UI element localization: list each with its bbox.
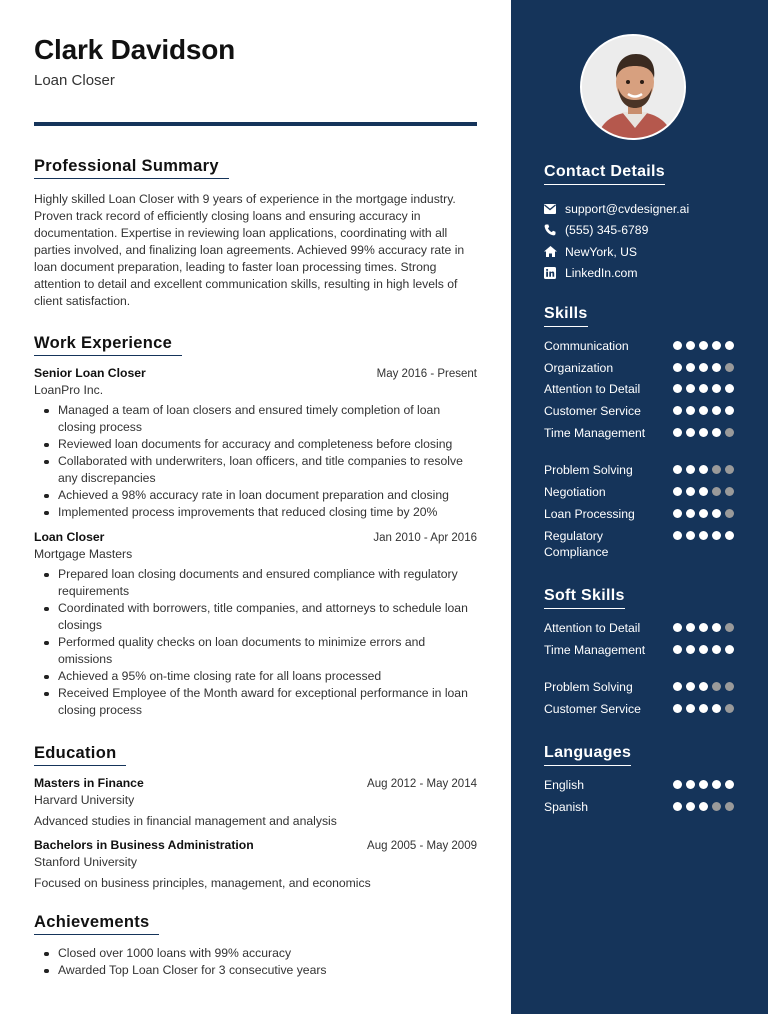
job-bullet: Reviewed loan documents for accuracy and completeness before closing xyxy=(34,436,477,453)
language-row xyxy=(544,799,734,821)
rating-dots xyxy=(673,484,734,496)
rating-dots xyxy=(673,425,734,437)
job-bullet: Collaborated with underwriters, loan officers, and title companies to resolve any discrepancies xyxy=(34,453,477,487)
rating-dots xyxy=(673,462,734,474)
soft-skill-row xyxy=(544,620,734,642)
job-bullet: Received Employee of the Month award for exceptional performance in loan closing process xyxy=(34,685,477,719)
rating-dots xyxy=(673,679,734,691)
rating-dot-filled xyxy=(673,645,682,654)
rating-dot-empty xyxy=(725,802,734,811)
rating-dot-filled xyxy=(686,802,695,811)
rating-dot-filled xyxy=(673,531,682,540)
rating-dot-filled xyxy=(686,384,695,393)
skills-heading: Skills xyxy=(544,304,588,327)
rating-dot-filled xyxy=(725,341,734,350)
rating-dot-filled xyxy=(673,384,682,393)
skill-row-label: Attention to Detail xyxy=(544,382,641,397)
rating-dot-filled xyxy=(673,623,682,632)
job-bullet: Managed a team of loan closers and ensured timely completion of loan closing process xyxy=(34,402,477,436)
languages-section xyxy=(544,743,734,820)
skill-row xyxy=(544,338,734,360)
languages-list xyxy=(544,777,734,820)
skill-row-label: Customer Service xyxy=(544,404,641,419)
education-school: Harvard University xyxy=(34,793,135,807)
summary-text: Highly skilled Loan Closer with 9 years of experience in the mortgage industry. Proven track record of efficiently closing loans and ensuring accuracy in documentation. Expertise in reviewing loan applications, coordinating with all parties involved, and finalizing loan agreements. Achieved 99% accuracy rate in loan document preparation, leading to faster loan processing times. Strong attention to detail and excellent communication skills, resulting in high levels of client satisfaction. xyxy=(34,192,465,308)
job-dates: May 2016 - Present xyxy=(376,368,477,380)
rating-dot-filled xyxy=(712,704,721,713)
rating-dot-filled xyxy=(699,363,708,372)
rating-dot-filled xyxy=(686,428,695,437)
soft-skill-row xyxy=(544,642,734,664)
rating-dots xyxy=(673,506,734,518)
skills-section xyxy=(544,304,734,562)
rating-dot-filled xyxy=(699,531,708,540)
skill-row xyxy=(544,506,734,528)
rating-dot-filled xyxy=(712,623,721,632)
rating-dot-filled xyxy=(673,780,682,789)
rating-dots xyxy=(673,338,734,350)
rating-dot-empty xyxy=(725,682,734,691)
rating-dots xyxy=(673,642,734,654)
rating-dot-filled xyxy=(699,487,708,496)
education-degree: Bachelors in Business Administration xyxy=(34,838,254,852)
contact-heading: Contact Details xyxy=(544,162,665,185)
candidate-title: Loan Closer xyxy=(34,72,115,89)
education-description: Advanced studies in financial management and analysis xyxy=(34,814,337,828)
skill-row-label: Organization xyxy=(544,360,614,375)
contact-location xyxy=(544,241,734,263)
education-description: Focused on business principles, management, and economics xyxy=(34,876,371,890)
education-entry xyxy=(34,776,477,828)
soft-skill-row-label: Problem Solving xyxy=(544,680,633,695)
job-bullet: Performed quality checks on loan documents to minimize errors and omissions xyxy=(34,634,477,668)
rating-dot-filled xyxy=(673,487,682,496)
language-row-label: English xyxy=(544,778,584,792)
rating-dots xyxy=(673,701,734,713)
rating-dot-filled xyxy=(699,341,708,350)
skill-row-label: Loan Processing xyxy=(544,506,635,521)
soft-skill-row xyxy=(544,679,734,701)
education-dates: Aug 2012 - May 2014 xyxy=(367,778,477,790)
rating-dots xyxy=(673,799,734,811)
rating-dot-empty xyxy=(725,509,734,518)
education-school: Stanford University xyxy=(34,855,137,869)
language-row xyxy=(544,777,734,799)
envelope-icon xyxy=(544,204,565,214)
header-divider xyxy=(34,122,477,126)
rating-dot-filled xyxy=(725,531,734,540)
work-section xyxy=(34,333,477,719)
sidebar xyxy=(511,0,768,1014)
rating-dot-filled xyxy=(686,363,695,372)
rating-dot-filled xyxy=(686,682,695,691)
contact-section xyxy=(544,162,734,284)
rating-dot-empty xyxy=(725,363,734,372)
rating-dot-filled xyxy=(699,682,708,691)
skill-row xyxy=(544,360,734,382)
soft-skills-heading: Soft Skills xyxy=(544,586,625,609)
skill-row xyxy=(544,528,734,562)
rating-dot-filled xyxy=(673,341,682,350)
avatar-portrait-icon xyxy=(582,36,686,140)
job-bullet: Prepared loan closing documents and ensured compliance with regulatory requirements xyxy=(34,566,477,600)
rating-dot-filled xyxy=(712,780,721,789)
rating-dot-filled xyxy=(699,406,708,415)
job-bullet: Coordinated with borrowers, title companies, and attorneys to schedule loan closings xyxy=(34,600,477,634)
skill-row xyxy=(544,484,734,506)
rating-dot-filled xyxy=(712,406,721,415)
contact-phone-text: (555) 345-6789 xyxy=(565,223,649,238)
education-section xyxy=(34,743,477,890)
rating-dot-filled xyxy=(699,509,708,518)
language-row-label: Spanish xyxy=(544,799,589,814)
soft-skill-row-label: Time Management xyxy=(544,642,646,657)
education-heading: Education xyxy=(34,743,126,766)
rating-dot-filled xyxy=(712,363,721,372)
rating-dot-empty xyxy=(712,465,721,474)
rating-dot-empty xyxy=(712,487,721,496)
soft-skills-list xyxy=(544,620,734,663)
rating-dot-filled xyxy=(673,704,682,713)
rating-dots xyxy=(673,620,734,632)
rating-dot-filled xyxy=(725,384,734,393)
rating-dots xyxy=(673,360,734,372)
skill-row xyxy=(544,462,734,484)
contact-email-text: support@cvdesigner.ai xyxy=(565,201,690,216)
rating-dot-filled xyxy=(712,645,721,654)
rating-dot-filled xyxy=(686,341,695,350)
skill-row-label: Regulatory Compliance xyxy=(544,528,609,559)
rating-dot-filled xyxy=(686,406,695,415)
rating-dot-filled xyxy=(725,780,734,789)
achievements-list xyxy=(34,945,477,979)
rating-dot-filled xyxy=(673,682,682,691)
rating-dot-filled xyxy=(699,645,708,654)
rating-dot-empty xyxy=(725,487,734,496)
education-degree: Masters in Finance xyxy=(34,776,144,790)
achievement-item: Awarded Top Loan Closer for 3 consecutive years xyxy=(34,962,477,979)
job-dates: Jan 2010 - Apr 2016 xyxy=(373,532,477,544)
rating-dot-filled xyxy=(712,341,721,350)
rating-dot-filled xyxy=(699,384,708,393)
rating-dot-filled xyxy=(725,645,734,654)
contact-location-text: NewYork, US xyxy=(565,244,638,259)
work-heading: Work Experience xyxy=(34,333,182,356)
soft-skills-list xyxy=(544,679,734,722)
rating-dot-filled xyxy=(686,465,695,474)
achievement-item: Closed over 1000 loans with 99% accuracy xyxy=(34,945,477,962)
job-bullets xyxy=(34,402,477,521)
rating-dot-empty xyxy=(725,623,734,632)
soft-skill-row xyxy=(544,701,734,723)
rating-dot-filled xyxy=(725,406,734,415)
skills-list xyxy=(544,462,734,561)
rating-dot-filled xyxy=(686,509,695,518)
rating-dot-filled xyxy=(686,780,695,789)
rating-dot-filled xyxy=(686,645,695,654)
soft-skills-section xyxy=(544,586,734,723)
rating-dot-filled xyxy=(686,531,695,540)
job-bullet: Implemented process improvements that reduced closing time by 20% xyxy=(34,504,477,521)
rating-dot-filled xyxy=(699,623,708,632)
soft-skill-row-label: Customer Service xyxy=(544,702,641,717)
rating-dot-filled xyxy=(699,704,708,713)
rating-dot-filled xyxy=(686,487,695,496)
linkedin-icon xyxy=(544,267,565,279)
achievements-section xyxy=(34,912,477,979)
rating-dots xyxy=(673,381,734,393)
phone-icon xyxy=(544,224,565,236)
skill-row xyxy=(544,403,734,425)
job-bullet: Achieved a 98% accuracy rate in loan document preparation and closing xyxy=(34,487,477,504)
rating-dots xyxy=(673,403,734,415)
rating-dot-filled xyxy=(673,428,682,437)
rating-dot-filled xyxy=(699,780,708,789)
rating-dot-filled xyxy=(699,802,708,811)
skill-row-label: Time Management xyxy=(544,425,646,440)
contact-linkedin-text: LinkedIn.com xyxy=(565,266,638,281)
job-role: Loan Closer xyxy=(34,530,105,544)
job-company: Mortgage Masters xyxy=(34,547,133,561)
skill-row xyxy=(544,425,734,447)
rating-dot-empty xyxy=(712,802,721,811)
rating-dot-empty xyxy=(725,704,734,713)
contact-email[interactable] xyxy=(544,198,734,220)
job-bullet: Achieved a 95% on-time closing rate for all loans processed xyxy=(34,668,477,685)
skills-list xyxy=(544,338,734,446)
soft-skill-row-label: Attention to Detail xyxy=(544,621,641,635)
rating-dot-filled xyxy=(673,802,682,811)
rating-dot-filled xyxy=(712,428,721,437)
job-entry xyxy=(34,366,477,521)
achievements-heading: Achievements xyxy=(34,912,159,935)
languages-heading: Languages xyxy=(544,743,631,766)
skill-row xyxy=(544,381,734,403)
rating-dot-empty xyxy=(725,428,734,437)
education-dates: Aug 2005 - May 2009 xyxy=(367,840,477,852)
job-role: Senior Loan Closer xyxy=(34,366,146,380)
rating-dot-filled xyxy=(673,509,682,518)
rating-dot-filled xyxy=(699,465,708,474)
rating-dot-filled xyxy=(673,465,682,474)
job-company: LoanPro Inc. xyxy=(34,383,104,397)
summary-section xyxy=(34,156,477,310)
rating-dot-filled xyxy=(686,623,695,632)
rating-dot-empty xyxy=(725,465,734,474)
skill-row-label: Communication xyxy=(544,339,629,353)
education-entry xyxy=(34,838,477,890)
rating-dots xyxy=(673,777,734,789)
contact-phone[interactable] xyxy=(544,220,734,242)
rating-dot-filled xyxy=(699,428,708,437)
contact-linkedin[interactable] xyxy=(544,263,734,285)
avatar xyxy=(580,34,686,140)
candidate-name: Clark Davidson xyxy=(34,34,236,65)
job-entry xyxy=(34,530,477,719)
rating-dot-filled xyxy=(712,384,721,393)
rating-dot-filled xyxy=(673,406,682,415)
summary-heading: Professional Summary xyxy=(34,156,229,179)
rating-dot-filled xyxy=(712,531,721,540)
rating-dot-filled xyxy=(712,509,721,518)
rating-dot-empty xyxy=(712,682,721,691)
rating-dot-filled xyxy=(686,704,695,713)
rating-dots xyxy=(673,528,734,540)
skill-row-label: Negotiation xyxy=(544,485,606,500)
home-icon xyxy=(544,246,565,257)
job-bullets xyxy=(34,566,477,719)
rating-dot-filled xyxy=(673,363,682,372)
skill-row-label: Problem Solving xyxy=(544,463,633,478)
